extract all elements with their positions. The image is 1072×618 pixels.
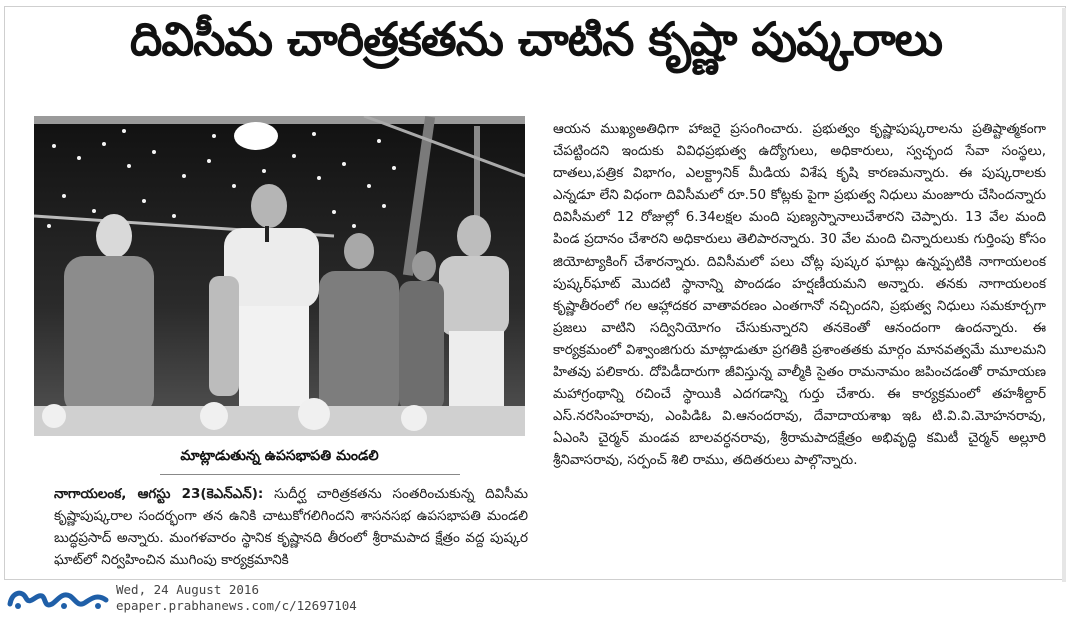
left-column-text [54,483,528,571]
prabha-logo [6,586,110,612]
dateline: నాగాయలంక, ఆగస్టు 23(కెఎన్‌ఎన్‌): [54,486,264,502]
page-edge-shadow [1062,8,1066,582]
right-column-text [553,118,1046,472]
photo-caption: మాట్లాడుతున్న ఉపసభాపతి మండలి [180,448,379,464]
caption-divider [160,474,460,475]
left-body-text: సుదీర్ఘ చారిత్రకతను సంతరించుకున్న దివిసీమ కృష్ణాపుష్కరాల సందర్భంగా తన ఉనికి చాటుకోగలిగిందని శాసనసభ ఉపసభాపతి మండలి బుద్ధప్రసాద్‌ అన్నారు. మంగళవారం స్థానిక కృష్ణానది తీరంలో శ్రీరామపాద క్షేత్రం వద్ద పుష్కర ఘాట్‌లో నిర్వహించిన ముగింపు కార్యక్రమానికి [54,486,528,568]
epaper-url[interactable]: epaper.prabhanews.com/c/12697104 [116,598,357,613]
article-headline: దివిసీమ చారిత్రకతను చాటిన కృష్ణా పుష్కరాలు [129,12,943,66]
edition-date: Wed, 24 August 2016 [116,582,259,597]
right-body-text: ఆయన ముఖ్యఅతిధిగా హాజరై ప్రసంగించారు. ప్రభుత్వం కృష్ణాపుష్కరాలను ప్రతిష్టాత్మకంగా చేపట్టిందని ఇందుకు వివిధప్రభుత్వ ఉద్యోగులు, అధికారులు, స్వచ్ఛంద సేవా సంస్థలు, దాతలు,పత్రిక విభాగం, ఎలక్ట్రానిక్‌ మీడియ విశేష కృషి కారణమన్నారు. ఈ పుష్కరాలకు ఎన్నడూ లేని విధంగా దివిసీమలో రూ.50 కోట్లకు పైగా ప్రభుత్వ నిధులు మంజూరు చేసిందన్నారు దివిసీమలో 12 రోజుల్లో 6.34లక్షల మంది పుణ్యస్నానాలుచేశారని చెప్పారు. 13 వేల మంది పిండ ప్రదానం చేశారని అధికారులు తెలిపారన్నారు. 30 వేల మంది చిన్నారులుకు గుర్తింపు కోసం జియోట్యాకింగ్‌ చేశారన్నారు. దివిసీమలో పలు చోట్ల పుష్కర ఘాట్లు ఉన్నప్పటికి నాగాయలంక పుష్కర్‌ఘాట్‌ మొదటి స్థానాన్ని పొందడం హర్షణీయమని అన్నారు. తనకు నాగాయలంక కృష్ణాతీరంలో గల ఆహ్లాదకర వాతావరణం ఎంతగానో నచ్చిందని, ప్రభుత్వ నిధులు సమకూర్చగా ప్రజలు వాటిని సద్వినియోగం చేసుకున్నారని తనకెంతో ఆనందంగా ఉందన్నారు. ఈ కార్యక్రమంలో విశ్వాంజిగురు మాట్లాడుతూ ప్రగతికి ప్రశాంతతకు మార్గం మానవత్వమే మూలమని హితవు పలికారు. దోపిడీదారుగా జీవిస్తున్న వాల్మీకి సైతం రామనామం జపించడంతో రామాయణ మహాగ్రంథాన్ని రచించే స్థాయికి ఎదగడాన్ని గుర్తు చేశారు. ఈ కార్యక్రమంలో తహశీల్దార్‌ ఎస్‌.నరసింహరావు, ఎంపిడిఓ వి.ఆనందరావు, దేవాదాయశాఖ ఇఓ టి.వి.వి.మోహనరావు, ఏఎంసి చైర్మన్‌ మండవ బాలవర్ధనరావు, శ్రీరామపాదక్షేత్రం అభివృద్ధి కమిటీ చైర్మన్‌ అల్లూరి శ్రీనివాసరావు, సర్పంచ్‌ శిలి రాము, తదితరులు పాల్గొన్నారు. [553,121,1046,469]
epaper-footer [6,582,506,616]
article-photo [34,116,525,436]
